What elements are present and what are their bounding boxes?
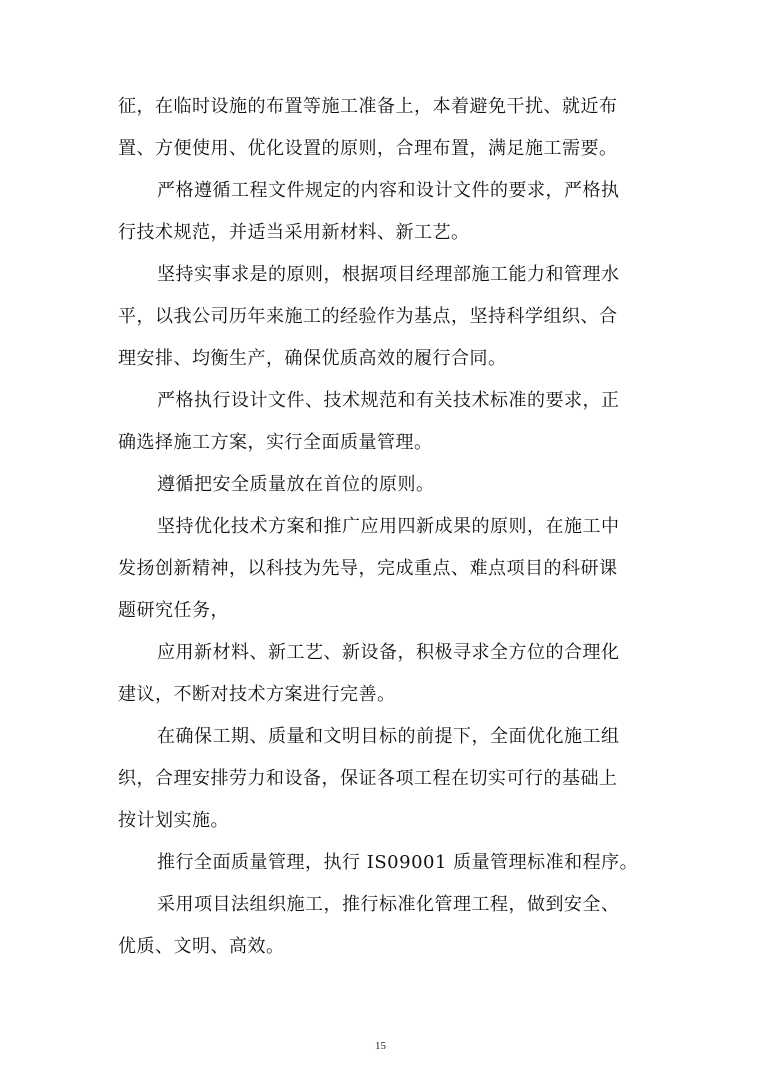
text-line-1: 征，在临时设施的布置等施工准备上，本着避免干扰、就近布: [118, 96, 618, 117]
text-line-12: 发扬创新精神，以科技为先导，完成重点、难点项目的科研课: [118, 558, 618, 579]
text-line-9: 确选择施工方案，实行全面质量管理。: [118, 432, 433, 453]
text-line-16: 在确保工期、质量和文明目标的前提下，全面优化施工组: [157, 726, 620, 747]
text-line-19: 推行全面质量管理，执行 IS09001 质量管理标准和程序。: [157, 852, 639, 873]
text-line-3: 严格遵循工程文件规定的内容和设计文件的要求，严格执: [157, 180, 620, 201]
text-line-20: 采用项目法组织施工，推行标准化管理工程，做到安全、: [157, 894, 620, 915]
text-line-14: 应用新材料、新工艺、新设备，积极寻求全方位的合理化: [157, 642, 620, 663]
text-line-21: 优质、文明、高效。: [118, 936, 285, 957]
text-line-11: 坚持优化技术方案和推广应用四新成果的原则，在施工中: [157, 516, 620, 537]
text-line-7: 理安排、均衡生产，确保优质高效的履行合同。: [118, 348, 507, 369]
text-line-4: 行技术规范，并适当采用新材料、新工艺。: [118, 222, 470, 243]
text-line-18: 按计划实施。: [118, 810, 229, 831]
page-number: 15: [375, 1040, 386, 1052]
text-line-2: 置、方便使用、优化设置的原则，合理布置，满足施工需要。: [118, 138, 618, 159]
text-line-15: 建议，不断对技术方案进行完善。: [118, 684, 396, 705]
text-line-6: 平，以我公司历年来施工的经验作为基点，坚持科学组织、合: [118, 306, 618, 327]
text-line-8: 严格执行设计文件、技术规范和有关技术标准的要求，正: [157, 390, 620, 411]
text-line-17: 织，合理安排劳力和设备，保证各项工程在切实可行的基础上: [118, 768, 618, 789]
text-line-10: 遵循把安全质量放在首位的原则。: [157, 474, 435, 495]
text-line-13: 题研究任务，: [118, 600, 229, 621]
text-line-5: 坚持实事求是的原则，根据项目经理部施工能力和管理水: [157, 264, 620, 285]
